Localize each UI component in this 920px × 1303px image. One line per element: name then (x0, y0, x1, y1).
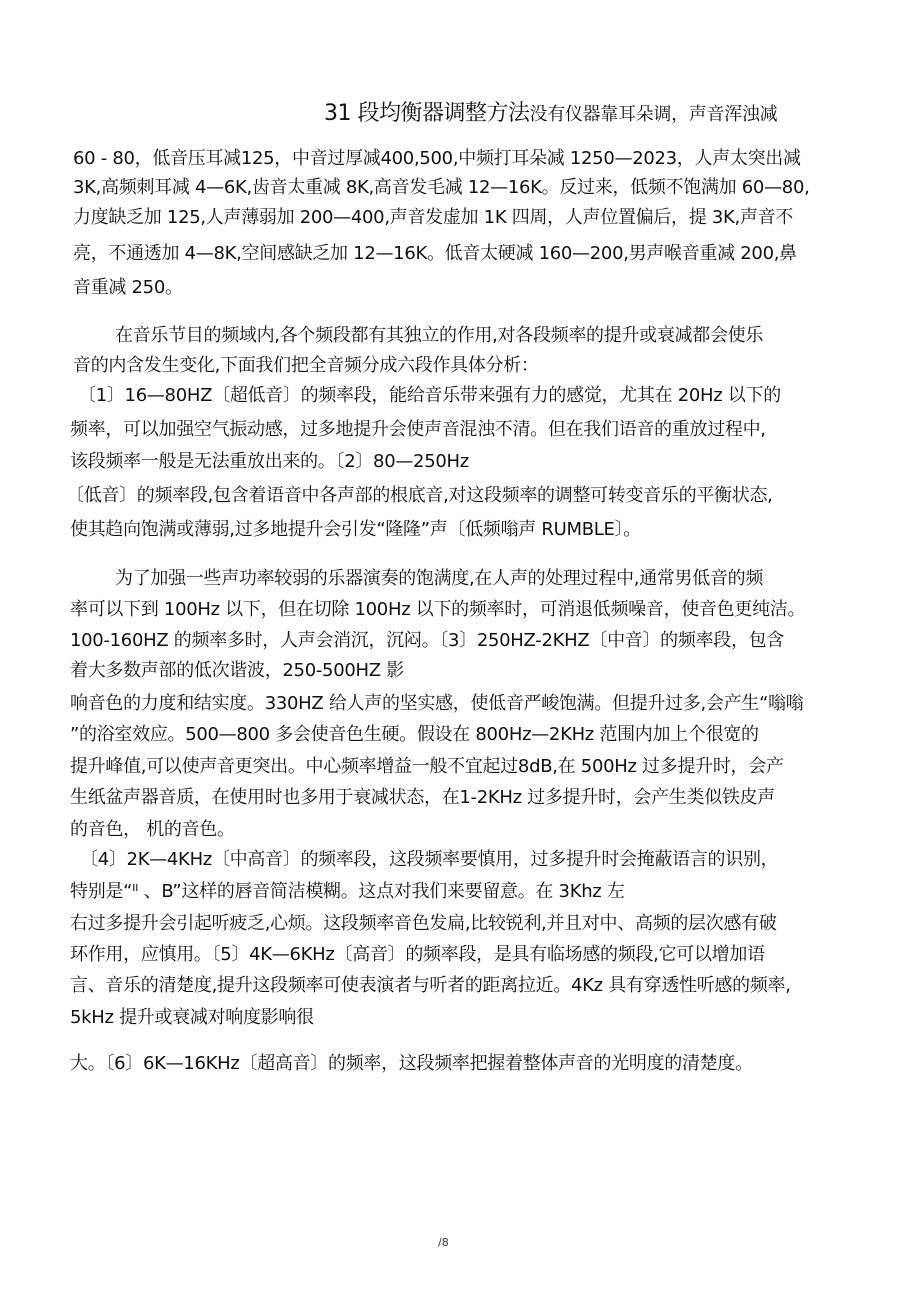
text-line: ”的浴室效应。500—800 多会使音色生硬。假设在 800Hz—2KHz 范围内加上个很宽的 (70, 724, 759, 745)
text-line: 生纸盆声器音质，在使用时也多用于衰减状态，在1-2KHz 过多提升时，会产生类似铁皮声 (70, 787, 776, 808)
text-line: 率可以下到 100Hz 以下，但在切除 100Hz 以下的频率时，可消退低频噪音，使音色更纯洁。 (70, 599, 806, 620)
text-line: 力度缺乏加 125,人声薄弱加 200—400,声音发虚加 1K 四周，人声位置偏后，提 3K,声音不 (73, 207, 794, 228)
text-line: 5kHz 提升或衰减对响度影响很 (70, 1007, 314, 1028)
text-line: 频率，可以加强空气振动感，过多地提升会使声音混浊不清。但在我们语音的重放过程中, (70, 419, 766, 440)
text-line: 为了加强一些声功率较弱的乐器演奏的饱满度,在人声的处理过程中,通常男低音的频 (115, 568, 764, 589)
text-line: 音重减 250。 (73, 277, 183, 298)
text-line: 着大多数声部的低次谐波，250-500HZ 影 (70, 660, 404, 681)
text-line: 亮，不通透加 4—8K,空间感缺乏加 12—16K。低音太硬减 160—200,男声喉音重减 200,鼻 (73, 243, 797, 264)
title-continuation: 没有仪器靠耳朵调，声音浑浊减 (529, 104, 778, 125)
text-line: 右过多提升会引起听疲乏,心烦。这段频率音色发扁,比较锐利,并且对中、高频的层次感有破 (70, 913, 777, 934)
text-line: 〔4〕2K—4KHz〔中高音〕的频率段，这段频率要慎用，过多提升时会掩蔽语言的识别， (80, 849, 779, 870)
text-line: 3K,高频刺耳减 4—6K,齿音太重减 8K,高音发毛减 12—16K。反过来，低频不饱满加 60—80, (73, 177, 810, 198)
text-line: 60 - 80，低音压耳减125，中音过厚减400,500,中频打耳朵减 1250—2023，人声太突出减 (73, 148, 801, 169)
text-line: 提升峰值,可以使声音更突出。中心频率增益一般不宜起过8dB,在 500Hz 过多提升时，会产 (70, 756, 784, 777)
text-line: 〔1〕16—80HZ〔超低音〕的频率段，能给音乐带来强有力的感觉，尤其在 20Hz 以下的 (78, 385, 781, 406)
text-line: 响音色的力度和结实度。330HZ 给人声的坚实感，使低音严峻饱满。但提升过多,会产生“嗡嗡 (70, 693, 804, 714)
text-line: 环作用，应慎用。〔5〕4K—6KHz〔高音〕的频率段，是具有临场感的频段,它可以增加语 (70, 944, 765, 965)
text-line: 言、音乐的清楚度,提升这段频率可使表演者与听者的距离拉近。4Kz 具有穿透性听感的频率, (70, 975, 791, 996)
text-line: 大。〔6〕6K—16KHz〔超高音〕的频率，这段频率把握着整体声音的光明度的清楚度。 (70, 1053, 753, 1074)
text-line: 该段频率一般是无法重放出来的。〔2〕80—250Hz (70, 451, 469, 472)
text-line: 在音乐节目的频域内,各个频段都有其独立的作用,对各段频率的提升或衰减都会使乐 (115, 325, 764, 346)
text-line: 100-160HZ 的频率多时，人声会消沉，沉闷。〔3〕250HZ-2KHZ〔中音〕的频率段，包含 (70, 630, 785, 651)
page-number: /8 (438, 1236, 449, 1249)
text-line: 音的内含发生变化,下面我们把全音频分成六段作具体分析： (73, 355, 539, 376)
text-line: 特别是“ᴵᴵ 、B”这样的唇音简洁模糊。这点对我们来要留意。在 3Khz 左 (70, 881, 625, 902)
text-line: 〔低音〕的频率段,包含着语音中各声部的根底音,对这段频率的调整可转变音乐的平衡状态, (66, 485, 773, 506)
title-line (324, 96, 777, 127)
text-line: 使其趋向饱满或薄弱,过多地提升会引发“隆隆”声〔低频嗡声 RUMBLE〕。 (70, 519, 641, 540)
document-title: 31 段均衡器调整方法 (324, 101, 530, 126)
text-line: 的音色， 机的音色。 (70, 819, 235, 840)
